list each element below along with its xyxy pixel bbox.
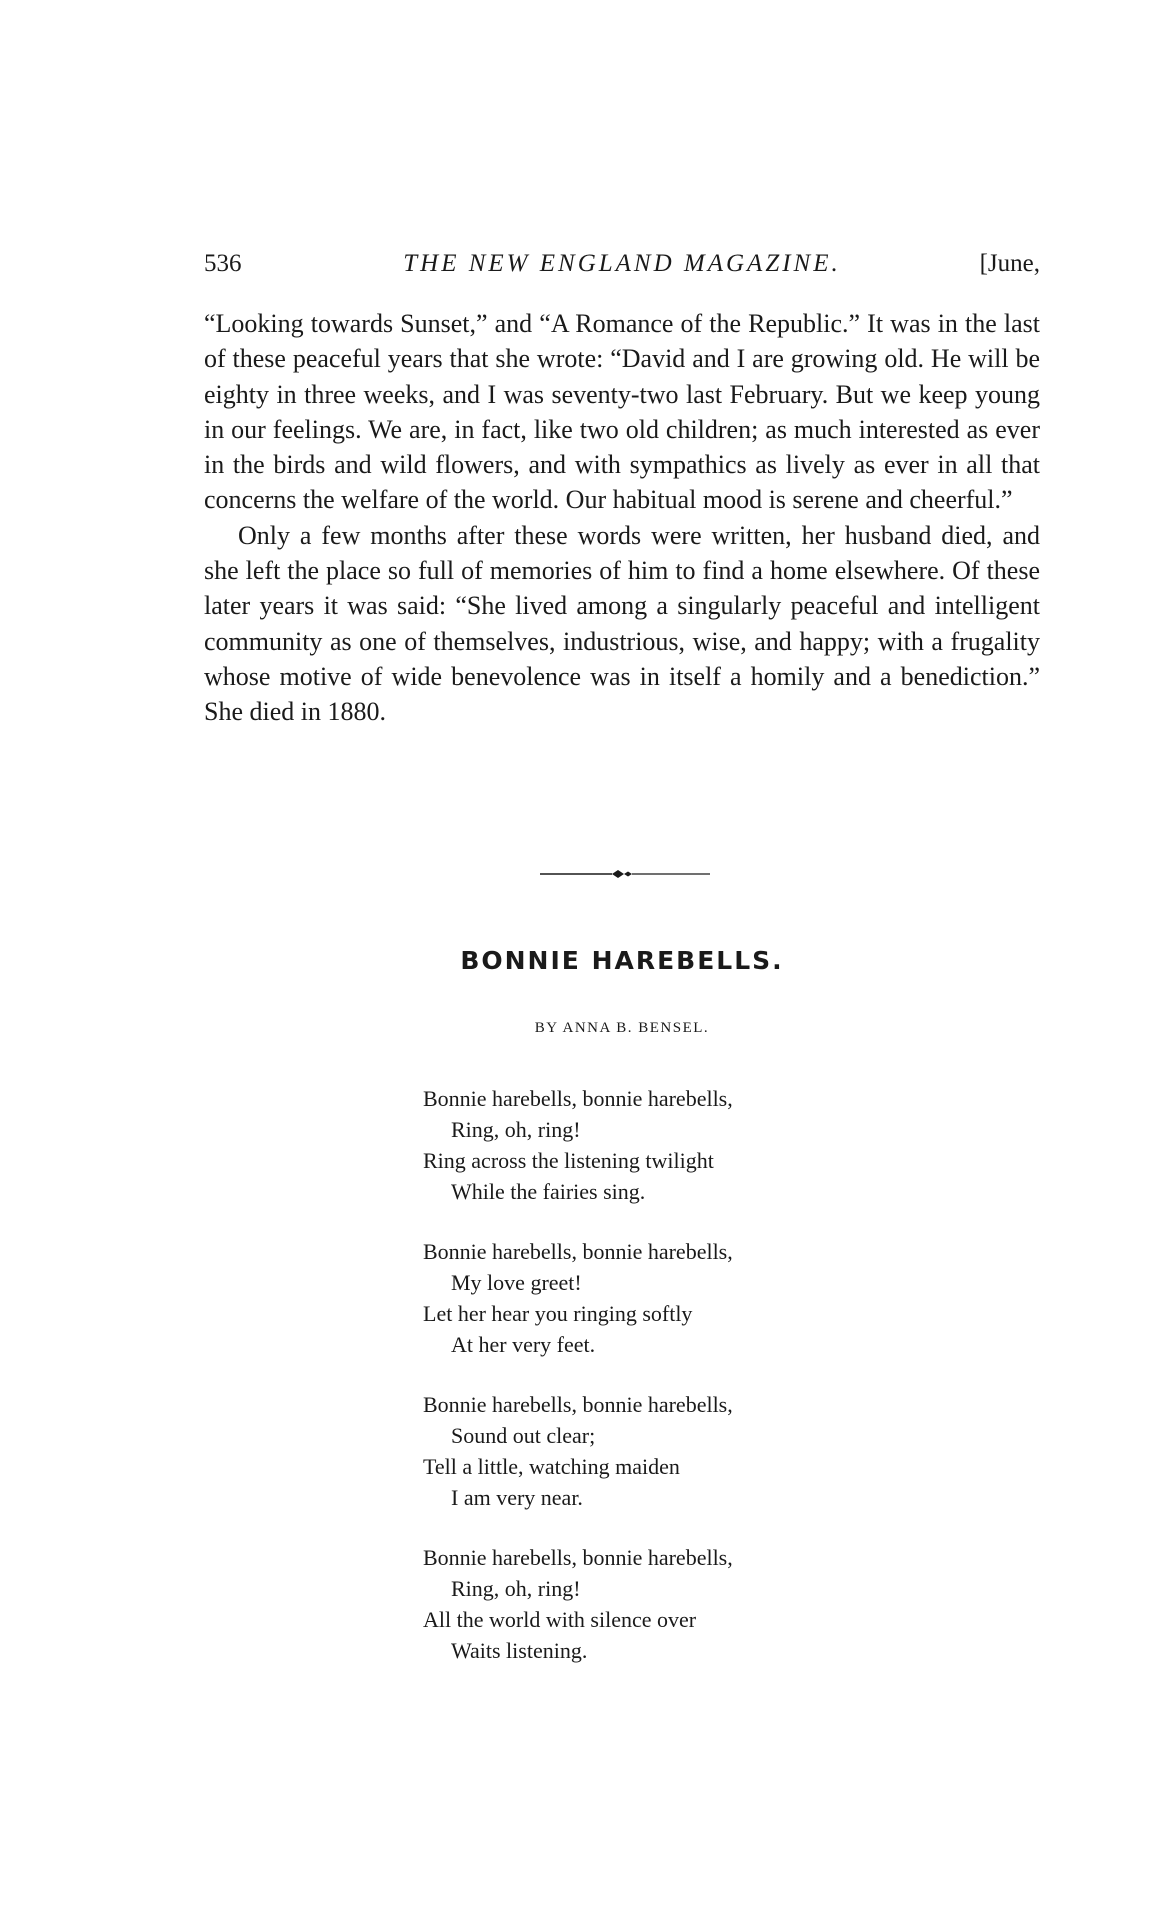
running-head xyxy=(204,250,1040,286)
stanza xyxy=(423,1542,923,1666)
poem-title: BONNIE HAREBELLS. xyxy=(460,946,784,975)
poem-line: Let her hear you ringing softly xyxy=(423,1301,693,1326)
poem-line: All the world with silence over xyxy=(423,1607,697,1632)
poem-line: Ring, oh, ring! xyxy=(451,1576,581,1601)
page-number: 536 xyxy=(204,250,242,277)
paragraph: “Looking towards Sunset,” and “A Romance of the Republic.” It was in the last of these peaceful years that she wrote: “David and I are growing old. He will be eighty in three weeks, and I was seventy-two last February. But we keep young in our feelings. We are, in fact, like two old children; as much interested as ever in the birds and wild flowers, and with sympathics as lively as ever in all that concerns the welfare of the world. Our habitual mood is serene and cheerful.” xyxy=(204,309,1040,515)
article-text xyxy=(204,306,1040,730)
stanza xyxy=(423,1389,923,1513)
section-divider-ornament xyxy=(540,868,710,880)
poem-line: Bonnie harebells, bonnie harebells, xyxy=(423,1086,733,1111)
poem-line: Ring across the listening twilight xyxy=(423,1148,714,1173)
magazine-title: THE NEW ENGLAND MAGAZINE. xyxy=(403,250,841,277)
poem-line: Bonnie harebells, bonnie harebells, xyxy=(423,1392,733,1417)
poem-line: While the fairies sing. xyxy=(451,1179,646,1204)
poem-line: My love greet! xyxy=(451,1270,582,1295)
poem-line: Bonnie harebells, bonnie harebells, xyxy=(423,1545,733,1570)
poem-line: At her very feet. xyxy=(451,1332,596,1357)
paragraph: Only a few months after these words were written, her husband died, and she left the place so full of memories of him to find a home elsewhere. Of these later years it was said: “She lived among a singularly peaceful and intelligent community as one of themselves, industrious, wise, and happy; with a frugality whose motive of wide benevolence was in itself a homily and a benediction.” She died in 1880. xyxy=(204,520,1040,727)
poem-line: I am very near. xyxy=(451,1485,583,1510)
stanza xyxy=(423,1236,923,1360)
poem-line: Bonnie harebells, bonnie harebells, xyxy=(423,1239,733,1264)
stanza xyxy=(423,1083,923,1207)
poem-line: Sound out clear; xyxy=(451,1423,596,1448)
poem-byline: BY ANNA B. BENSEL. xyxy=(534,1020,710,1036)
poem-line: Ring, oh, ring! xyxy=(451,1117,581,1142)
issue-month: [June, xyxy=(979,250,1040,277)
poem-line: Tell a little, watching maiden xyxy=(423,1454,680,1479)
poem-line: Waits listening. xyxy=(451,1638,588,1663)
